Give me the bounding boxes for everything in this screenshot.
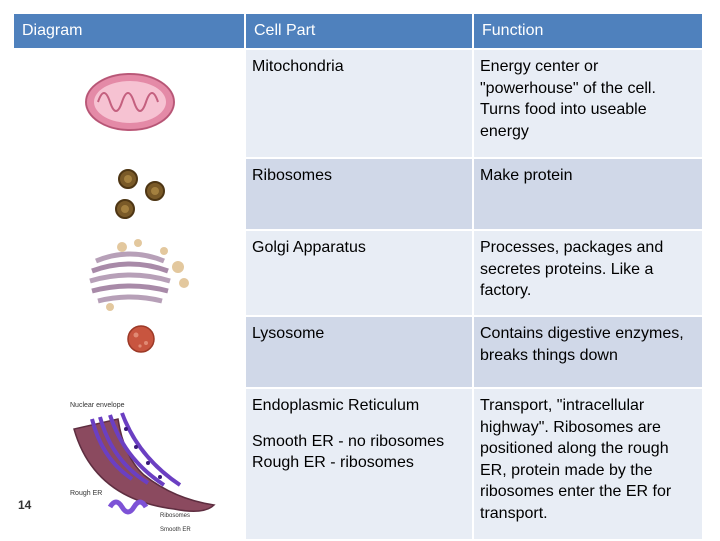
cell-part-name bbox=[246, 389, 472, 539]
table-row bbox=[14, 389, 702, 539]
page-number: 14 bbox=[18, 498, 32, 512]
table-row bbox=[14, 231, 702, 315]
diagram-cell bbox=[14, 159, 244, 229]
nuclear-envelope-label: Nuclear envelope bbox=[70, 402, 125, 409]
er-rough-note: Rough ER - ribosomes bbox=[252, 454, 414, 471]
cell-part-function: Transport, "intracellular highway". Ribosomes are positioned along the rough ER, protein made by the ribosomes enter the ER for transport. bbox=[474, 389, 702, 539]
lysosome-icon bbox=[14, 317, 244, 387]
cell-part-name: Mitochondria bbox=[246, 50, 472, 157]
smooth-er-label: Smooth ER bbox=[160, 527, 191, 533]
header-row bbox=[14, 14, 702, 48]
table-row bbox=[14, 159, 702, 229]
cell-part-function: Processes, packages and secretes proteins. Like a factory. bbox=[474, 231, 702, 315]
ribosome-icon bbox=[14, 159, 244, 229]
cell-parts-table bbox=[12, 12, 704, 541]
table-row bbox=[14, 317, 702, 387]
mitochondria-icon bbox=[14, 50, 244, 157]
cell-part-name: Golgi Apparatus bbox=[246, 231, 472, 315]
cell-part-name: Lysosome bbox=[246, 317, 472, 387]
header-cell-part: Cell Part bbox=[246, 14, 472, 48]
cell-part-function: Energy center or "powerhouse" of the cell. Turns food into useable energy bbox=[474, 50, 702, 157]
diagram-cell bbox=[14, 389, 244, 539]
diagram-cell bbox=[14, 50, 244, 157]
rough-er-label: Rough ER bbox=[70, 490, 103, 497]
cell-part-function: Contains digestive enzymes, breaks things down bbox=[474, 317, 702, 387]
cell-part-name: Ribosomes bbox=[246, 159, 472, 229]
header-function: Function bbox=[474, 14, 702, 48]
golgi-icon bbox=[14, 231, 244, 315]
cell-part-function: Make protein bbox=[474, 159, 702, 229]
ribosomes-label: Ribosomes bbox=[160, 513, 191, 519]
er-icon bbox=[14, 389, 244, 539]
er-title: Endoplasmic Reticulum bbox=[252, 397, 420, 414]
er-smooth-note: Smooth ER - no ribosomes bbox=[252, 432, 445, 450]
header-diagram: Diagram bbox=[14, 14, 244, 48]
diagram-cell bbox=[14, 317, 244, 387]
table-row bbox=[14, 50, 702, 157]
diagram-cell bbox=[14, 231, 244, 315]
